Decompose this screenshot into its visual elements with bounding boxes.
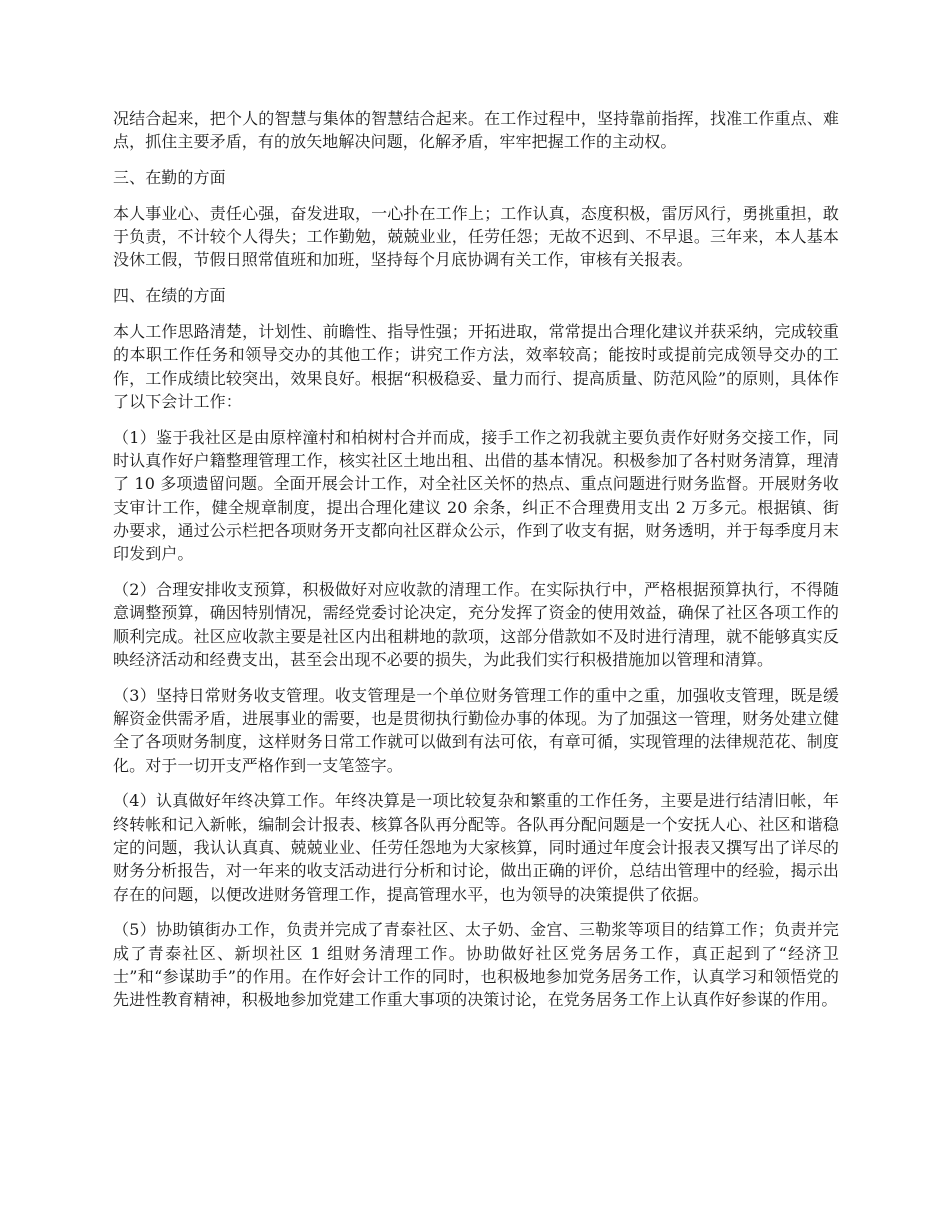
paragraph-item-4: （4）认真做好年终决算工作。年终决算是一项比较复杂和繁重的工作任务，主要是进行结清旧帐，年终转帐和记入新帐，编制会计报表、核算各队再分配等。各队再分配问题是一个安抚人心、社区和谐稳定的问题，我认认真真、兢兢业业、任劳任怨地为大家核算，同时通过年度会计报表又撰写出了详尽的财务分析报告，对一年来的收支活动进行分析和讨论，做出正确的评价，总结出管理中的经验，揭示出存在的问题，以便改进财务管理工作，提高管理水平，也为领导的决策提供了依据。 <box>113 791 839 904</box>
paragraph-intro-continuation: 况结合起来，把个人的智慧与集体的智慧结合起来。在工作过程中，坚持靠前指挥，找准工作重点、难点，抓住主要矛盾，有的放矢地解决问题，化解矛盾，牢牢把握工作的主动权。 <box>113 109 839 152</box>
document-body <box>113 107 839 1024</box>
paragraph-item-5: （5）协助镇街办工作，负责并完成了青泰社区、太子奶、金宫、三勒浆等项目的结算工作；负责并完成了青泰社区、新坝社区 1 组财务清理工作。协助做好社区党务居务工作，真正起到了“经济卫士”和“参谋助手”的作用。在作好会计工作的同时，也积极地参加党务居务工作，认真学习和领悟党的先进性教育精神，积极地参加党建工作重大事项的决策讨论，在党务居务工作上认真作好参谋的作用。 <box>113 920 839 1010</box>
paragraph-achievement-summary: 本人工作思路清楚，计划性、前瞻性、指导性强；开拓进取，常常提出合理化建议并获采纳，完成较重的本职工作任务和领导交办的其他工作；讲究工作方法，效率较高；能按时或提前完成领导交办的工作，工作成绩比较突出，效果良好。根据“积极稳妥、量力而行、提高质量、防范风险”的原则，具体作了以下会计工作： <box>113 322 839 411</box>
paragraph-diligence: 本人事业心、责任心强，奋发进取，一心扑在工作上；工作认真，态度积极，雷厉风行，勇挑重担，敢于负责，不计较个人得失；工作勤勉，兢兢业业，任劳任怨；无故不迟到、不早退。三年来，本人基本没休工假，节假日照常值班和加班，坚持每个月底协调有关工作，审核有关报表。 <box>113 203 839 270</box>
section-heading-diligence: 三、在勤的方面 <box>113 168 226 188</box>
paragraph-item-1: （1）鉴于我社区是由原梓潼村和柏树村合并而成，接手工作之初我就主要负责作好财务交接工作，同时认真作好户籍整理管理工作，核实社区土地出租、出借的基本情况。积极参加了各村财务清算，理清了 10 多项遗留问题。全面开展会计工作，对全社区关怀的热点、重点问题进行财务监督。开展财务收支审计工作，健全规章制度，提出合理化建议 20 余条，纠正不合理费用支出 2 万多元。根据镇、街办要求，通过公示栏把各项财务开支都向社区群众公示，作到了收支有据，财务透明，并于每季度月末印发到户。 <box>113 427 839 564</box>
paragraph-item-2: （2）合理安排收支预算，积极做好对应收款的清理工作。在实际执行中，严格根据预算执行，不得随意调整预算，确因特别情况，需经党委讨论决定，充分发挥了资金的使用效益，确保了社区各项工作的顺利完成。社区应收款主要是社区内出租耕地的款项，这部分借款如不及时进行清理，就不能够真实反映经济活动和经费支出，甚至会出现不必要的损失，为此我们实行积极措施加以管理和清算。 <box>113 580 839 669</box>
section-heading-achievement: 四、在绩的方面 <box>113 286 226 306</box>
paragraph-item-3: （3）坚持日常财务收支管理。收支管理是一个单位财务管理工作的重中之重，加强收支管理，既是缓解资金供需矛盾，进展事业的需要，也是贯彻执行勤俭办事的体现。为了加强这一管理，财务处建立健全了各项财务制度，这样财务日常工作就可以做到有法可依，有章可循，实现管理的法律规范花、制度化。对于一切开支严格作到一支笔签字。 <box>113 685 839 775</box>
